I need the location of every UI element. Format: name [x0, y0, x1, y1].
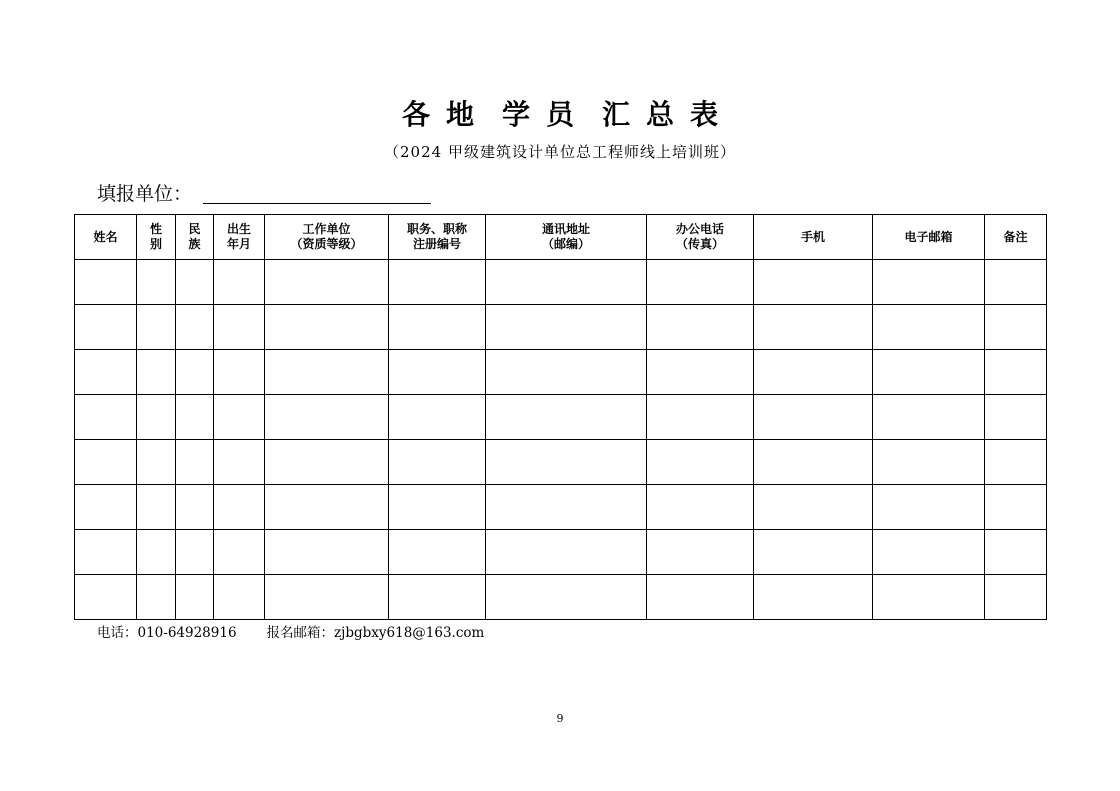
table-cell[interactable]: [75, 485, 137, 530]
table-cell[interactable]: [214, 485, 265, 530]
table-cell[interactable]: [214, 440, 265, 485]
table-cell[interactable]: [647, 350, 754, 395]
table-cell[interactable]: [214, 530, 265, 575]
footer-phone: 电话：010-64928916: [97, 625, 237, 641]
table-row: [75, 260, 1047, 305]
header-ethnicity: 民 族: [176, 215, 214, 260]
table-cell[interactable]: [486, 350, 647, 395]
table-cell[interactable]: [214, 395, 265, 440]
table-cell[interactable]: [486, 440, 647, 485]
table-cell[interactable]: [176, 485, 214, 530]
header-email: 电子邮箱: [873, 215, 985, 260]
table-cell[interactable]: [389, 485, 486, 530]
table-cell[interactable]: [754, 440, 873, 485]
table-cell[interactable]: [265, 485, 389, 530]
header-mailing-address: 通讯地址 （邮编）: [486, 215, 647, 260]
table-cell[interactable]: [486, 530, 647, 575]
table-cell[interactable]: [873, 260, 985, 305]
footer-contact: [97, 624, 484, 642]
table-cell[interactable]: [486, 575, 647, 620]
title-char: 表: [690, 98, 719, 131]
table-cell[interactable]: [985, 485, 1047, 530]
table-cell[interactable]: [873, 530, 985, 575]
table-cell[interactable]: [389, 395, 486, 440]
title-char: 地: [445, 98, 474, 131]
table-cell[interactable]: [389, 575, 486, 620]
table-cell[interactable]: [647, 260, 754, 305]
table-cell[interactable]: [176, 305, 214, 350]
table-row: [75, 530, 1047, 575]
document-title: [0, 98, 1120, 132]
table-cell[interactable]: [754, 305, 873, 350]
table-cell[interactable]: [985, 350, 1047, 395]
table-cell[interactable]: [265, 260, 389, 305]
table-cell[interactable]: [873, 440, 985, 485]
table-cell[interactable]: [137, 305, 176, 350]
table-cell[interactable]: [265, 305, 389, 350]
table-row: [75, 350, 1047, 395]
table-cell[interactable]: [214, 350, 265, 395]
table-cell[interactable]: [647, 530, 754, 575]
header-position-title: 职务、职称 注册编号: [389, 215, 486, 260]
header-remarks: 备注: [985, 215, 1047, 260]
table-cell[interactable]: [486, 305, 647, 350]
table-cell[interactable]: [647, 575, 754, 620]
footer-email: 报名邮箱：zjbgbxy618@163.com: [266, 625, 485, 641]
document-subtitle: （2024 甲级建筑设计单位总工程师线上培训班）: [384, 143, 736, 161]
table-cell[interactable]: [176, 260, 214, 305]
title-char: 学: [501, 98, 530, 131]
table-cell[interactable]: [176, 530, 214, 575]
table-cell[interactable]: [486, 485, 647, 530]
trainee-summary-table: [74, 214, 1047, 620]
table-cell[interactable]: [265, 350, 389, 395]
table-cell[interactable]: [137, 530, 176, 575]
table-cell[interactable]: [873, 305, 985, 350]
header-name: 姓名: [75, 215, 137, 260]
table-cell[interactable]: [265, 440, 389, 485]
table-cell[interactable]: [754, 395, 873, 440]
table-header-row: [75, 215, 1047, 260]
table-row: [75, 305, 1047, 350]
table-cell[interactable]: [389, 350, 486, 395]
table-cell[interactable]: [137, 260, 176, 305]
table-cell[interactable]: [873, 485, 985, 530]
table-cell[interactable]: [75, 440, 137, 485]
table-cell[interactable]: [176, 575, 214, 620]
table-cell[interactable]: [137, 350, 176, 395]
table-cell[interactable]: [486, 260, 647, 305]
table-cell[interactable]: [176, 440, 214, 485]
table-cell[interactable]: [985, 530, 1047, 575]
table-cell[interactable]: [873, 350, 985, 395]
header-work-unit: 工作单位 （资质等级）: [265, 215, 389, 260]
table-cell[interactable]: [389, 260, 486, 305]
table-cell[interactable]: [486, 395, 647, 440]
table-cell[interactable]: [647, 485, 754, 530]
table-cell[interactable]: [265, 395, 389, 440]
title-char: 总: [646, 98, 675, 131]
table-row: [75, 440, 1047, 485]
table-cell[interactable]: [647, 305, 754, 350]
header-office-phone: 办公电话 （传真）: [647, 215, 754, 260]
table-cell[interactable]: [214, 260, 265, 305]
table-cell[interactable]: [647, 395, 754, 440]
table-cell[interactable]: [75, 530, 137, 575]
table-cell[interactable]: [137, 575, 176, 620]
table-cell[interactable]: [389, 530, 486, 575]
table-cell[interactable]: [75, 260, 137, 305]
header-mobile: 手机: [754, 215, 873, 260]
table-cell[interactable]: [873, 575, 985, 620]
table-cell[interactable]: [754, 575, 873, 620]
header-birth-date: 出生 年月: [214, 215, 265, 260]
table-cell[interactable]: [176, 350, 214, 395]
table-cell[interactable]: [75, 575, 137, 620]
table-cell[interactable]: [754, 350, 873, 395]
table-cell[interactable]: [137, 395, 176, 440]
title-char: 各: [401, 98, 430, 131]
table-cell[interactable]: [389, 440, 486, 485]
table-row: [75, 485, 1047, 530]
title-char: 员: [545, 98, 574, 131]
table-row: [75, 395, 1047, 440]
table-cell[interactable]: [985, 305, 1047, 350]
table-cell[interactable]: [873, 395, 985, 440]
table-cell[interactable]: [754, 260, 873, 305]
table-cell[interactable]: [985, 575, 1047, 620]
table-cell[interactable]: [214, 305, 265, 350]
table-cell[interactable]: [75, 305, 137, 350]
title-char: 汇: [602, 98, 631, 131]
table-row: [75, 575, 1047, 620]
table-cell[interactable]: [75, 350, 137, 395]
table-cell[interactable]: [265, 575, 389, 620]
table-cell[interactable]: [214, 575, 265, 620]
page-number: 9: [556, 712, 564, 725]
table-cell[interactable]: [176, 395, 214, 440]
table-cell[interactable]: [985, 260, 1047, 305]
table-cell[interactable]: [389, 305, 486, 350]
table-cell[interactable]: [265, 530, 389, 575]
table-body: [75, 260, 1047, 620]
table-cell[interactable]: [137, 440, 176, 485]
table-cell[interactable]: [754, 530, 873, 575]
table-cell[interactable]: [647, 440, 754, 485]
header-gender: 性 别: [137, 215, 176, 260]
fill-unit-label: 填报单位：: [97, 183, 193, 205]
table-cell[interactable]: [137, 485, 176, 530]
fill-unit-blank-line: [203, 203, 431, 204]
table-cell[interactable]: [75, 395, 137, 440]
table-cell[interactable]: [754, 485, 873, 530]
table-cell[interactable]: [985, 395, 1047, 440]
table-cell[interactable]: [985, 440, 1047, 485]
